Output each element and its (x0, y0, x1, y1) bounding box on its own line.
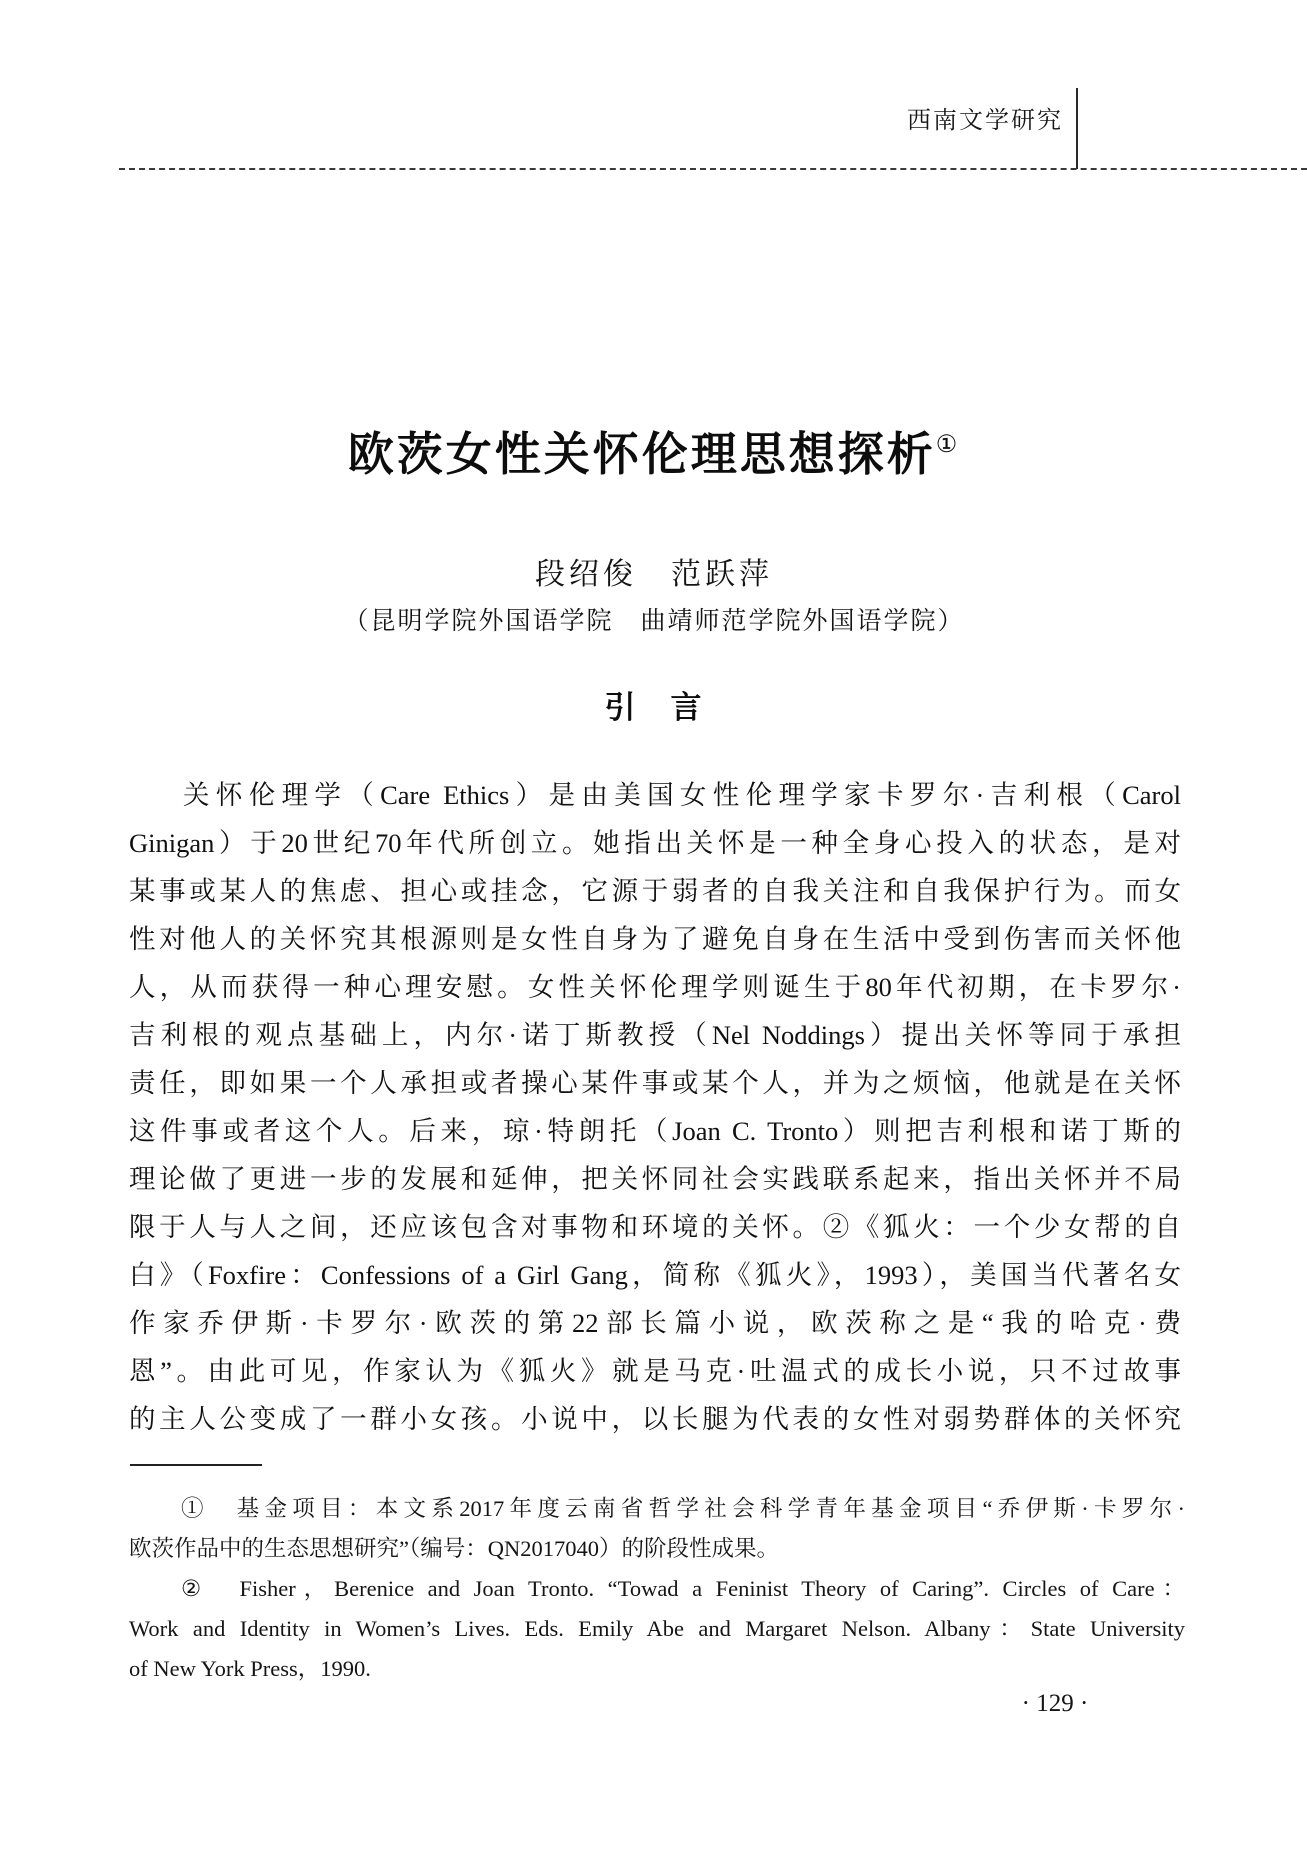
footnote-1-line: ① 基金项目：本文系2017年度云南省哲学社会科学青年基金项目“乔伊斯·卡罗尔· (181, 1496, 1185, 1521)
body-line: 限于人与人之间，还应该包含对事物和环境的关怀。②《狐火：一个少女帮的自 (129, 1212, 1181, 1242)
article-title-text: 欧茨女性关怀伦理思想探析 (347, 429, 936, 480)
body-line: 责任，即如果一个人承担或者操心某件事或某个人，并为之烦恼，他就是在关怀 (129, 1068, 1181, 1098)
footnotes-block (129, 1489, 1185, 1689)
body-line: 理论做了更进一步的发展和延伸，把关怀同社会实践联系起来，指出关怀并不局 (129, 1164, 1181, 1194)
article-title (128, 418, 1180, 484)
section-heading-introduction: 引 言 (604, 690, 704, 725)
article-body (129, 771, 1181, 1443)
journal-header-title: 西南文学研究 (907, 108, 1063, 134)
article-affiliation: （昆明学院外国语学院 曲靖师范学院外国语学院） (343, 608, 965, 635)
body-line: 这件事或者这个人。后来，琼·特朗托（Joan C. Tronto）则把吉利根和诺丁斯的 (129, 1116, 1181, 1146)
body-line: 某事或某人的焦虑、担心或挂念，它源于弱者的自我关注和自我保护行为。而女 (129, 876, 1181, 906)
body-line: 作家乔伊斯·卡罗尔·欧茨的第22部长篇小说，欧茨称之是“我的哈克·费 (129, 1308, 1181, 1338)
footnote-separator-rule (130, 1464, 262, 1466)
body-line: 白》（Foxfire：Confessions of a Girl Gang，简称《狐火》，1993），美国当代著名女 (129, 1260, 1181, 1290)
body-line: Ginigan）于20世纪70年代所创立。她指出关怀是一种全身心投入的状态，是对 (129, 828, 1181, 858)
title-footnote-mark: ① (935, 432, 961, 458)
body-line: 的主人公变成了一群小女孩。小说中，以长腿为代表的女性对弱势群体的关怀究 (129, 1404, 1181, 1434)
footnote-2-line: Work and Identity in Women’s Lives. Eds. Emily Abe and Margaret Nelson. Albany：State University (129, 1616, 1185, 1641)
body-line: 人，从而获得一种心理安慰。女性关怀伦理学则诞生于80年代初期，在卡罗尔· (129, 972, 1181, 1002)
page-number: · 129 · (1021, 1690, 1089, 1717)
header-vertical-rule (1076, 88, 1078, 169)
body-line: 关怀伦理学（Care Ethics）是由美国女性伦理学家卡罗尔·吉利根（Carol (183, 780, 1181, 810)
body-line: 吉利根的观点基础上，内尔·诺丁斯教授（Nel Noddings）提出关怀等同于承担 (129, 1020, 1181, 1050)
header-dashed-rule (119, 168, 1307, 170)
article-authors: 段绍俊 范跃萍 (535, 558, 773, 591)
body-line: 恩”。由此可见，作家认为《狐火》就是马克·吐温式的成长小说，只不过故事 (129, 1356, 1181, 1386)
footnote-1-line: 欧茨作品中的生态思想研究”（编号：QN2017040）的阶段性成果。 (129, 1536, 779, 1561)
footnote-2-line: of New York Press，1990. (129, 1656, 371, 1681)
body-line: 性对他人的关怀究其根源则是女性自身为了避免自身在生活中受到伤害而关怀他 (129, 924, 1181, 954)
footnote-2-line: ② Fisher，Berenice and Joan Tronto. “Towad a Feninist Theory of Caring”. Circles of Care： (181, 1576, 1185, 1601)
